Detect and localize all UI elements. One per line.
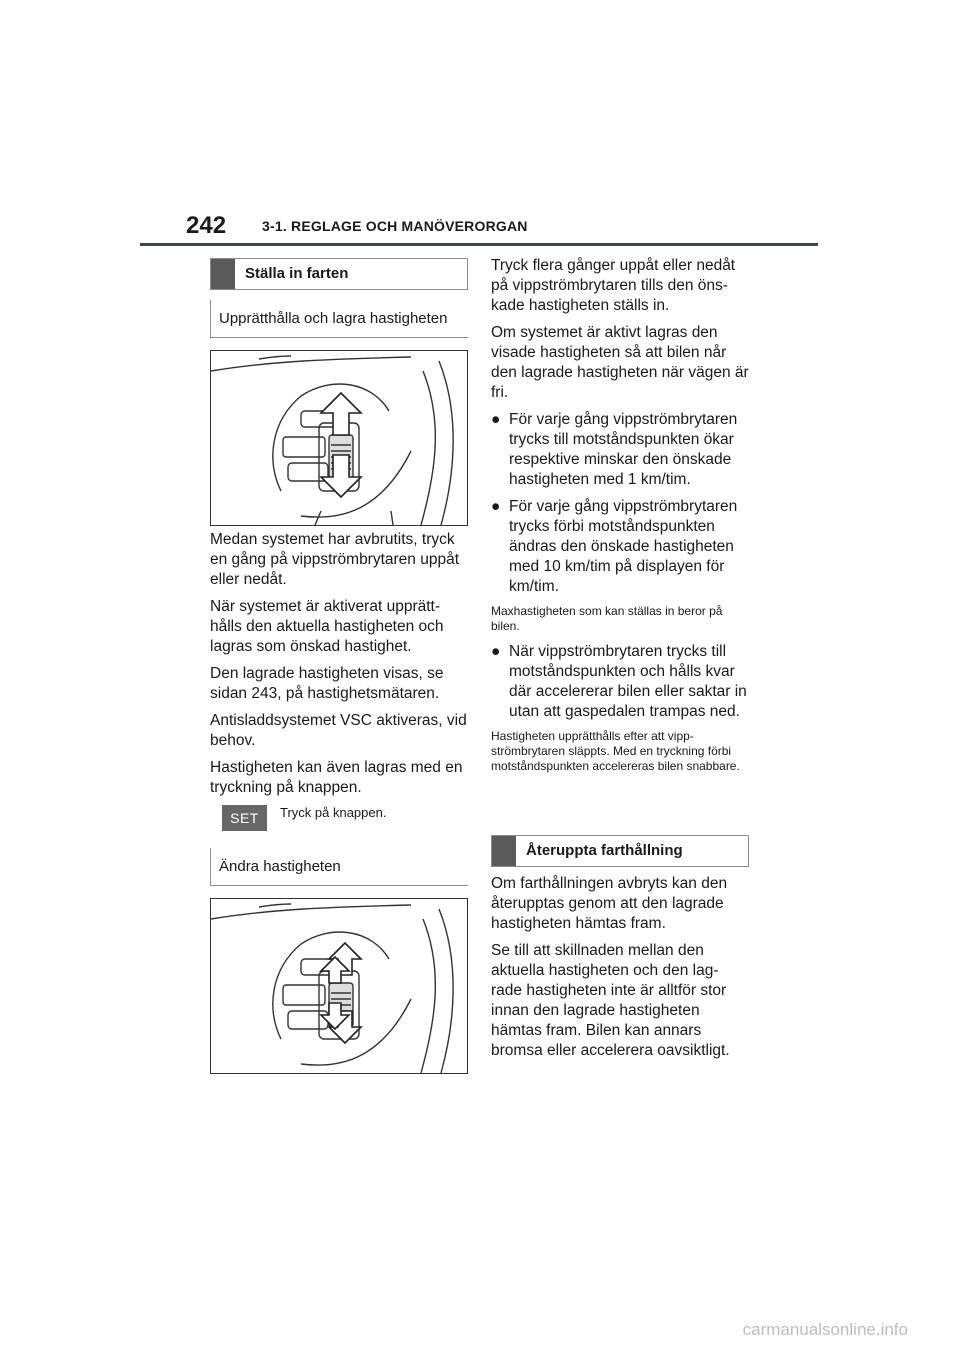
steering-switch-illustration [210, 350, 468, 526]
subheading-text: Ändra hastigheten [219, 858, 341, 875]
steering-wheel-drawing [211, 899, 467, 1073]
page-number: 242 [186, 212, 227, 239]
paragraph: Hastigheten kan även lagras med en tryckning på knappen. [210, 759, 463, 796]
paragraph: Tryck flera gånger uppåt eller nedåt på vippströmbrytaren tills den öns-kade hastigheten ställs in. [491, 257, 736, 314]
note: Maxhastigheten som kan ställas in beror på bilen. [491, 604, 723, 633]
bullet-item: ● För varje gång vippströmbrytaren trycks förbi motståndspunkten ändras den önskade hastigheten med 10 km/tim på displayen för km/tim. [491, 498, 738, 595]
heading-bar [492, 836, 516, 866]
paragraph: Antisladdsystemet VSC aktiveras, vid behov. [210, 712, 467, 749]
paragraph: Den lagrade hastigheten visas, se sidan 243, på hastighetsmätaren. [210, 665, 444, 702]
heading-bar [211, 259, 235, 289]
subheading-change-speed [210, 848, 468, 886]
heading-text: Återuppta farthållning [526, 842, 683, 859]
set-button-icon: SET [222, 805, 267, 831]
section-title: 3-1. REGLAGE OCH MANÖVERORGAN [262, 218, 528, 234]
subheading-text: Upprätthålla och lagra hastigheten [219, 310, 448, 327]
paragraph: Medan systemet har avbrutits, tryck en gång på vippströmbrytaren uppåt eller nedåt. [210, 531, 460, 588]
note: Hastigheten upprätthålls efter att vipp-strömbrytaren släppts. Med en tryckning förbi motståndspunkten accelereras bilen snabbare. [491, 729, 740, 773]
bullet-dot-icon: ● [491, 411, 501, 428]
paragraph: Om farthållningen avbryts kan den återupptas genom att den lagrade hastigheten hämtas fram. [491, 875, 728, 932]
bullet-dot-icon: ● [491, 643, 501, 660]
steering-wheel-drawing [211, 351, 467, 525]
section-heading-resume [491, 835, 749, 867]
section-heading-set-speed [210, 258, 468, 290]
paragraph: När systemet är aktiverat upprätt-hålls den aktuella hastigheten och lagras som önskad hastighet. [210, 598, 444, 655]
right-body-text-2 [491, 874, 749, 1068]
subheading-maintain-speed [210, 300, 468, 338]
bullet-item: ● När vippströmbrytaren trycks till motståndspunkten och hålls kvar där accelererar bilen eller saktar in utan att gaspedalen trampas ned. [491, 643, 747, 720]
paragraph: Se till att skillnaden mellan den aktuella hastigheten och den lag-rade hastigheten inte är alltför stor innan den lagrade hastigheten hämtas fram. Bilen kan annars bromsa eller accelerera oavsiktligt. [491, 942, 730, 1059]
left-body-text [210, 530, 468, 805]
watermark: carmanualsonline.info [742, 1320, 908, 1339]
heading-text: Ställa in farten [245, 265, 349, 282]
steering-switch-illustration-2 [210, 898, 468, 1074]
right-body-text [491, 256, 749, 782]
bullet-item: ● För varje gång vippströmbrytaren trycks till motståndspunkten ökar respektive minskar den önskade hastigheten med 1 km/tim. [491, 411, 738, 488]
header-divider [140, 243, 818, 246]
paragraph: Om systemet är aktivt lagras den visade hastigheten så att bilen når den lagrade hastigheten när vägen är fri. [491, 324, 749, 401]
bullet-dot-icon: ● [491, 498, 501, 515]
set-button-caption: Tryck på knappen. [280, 805, 387, 820]
